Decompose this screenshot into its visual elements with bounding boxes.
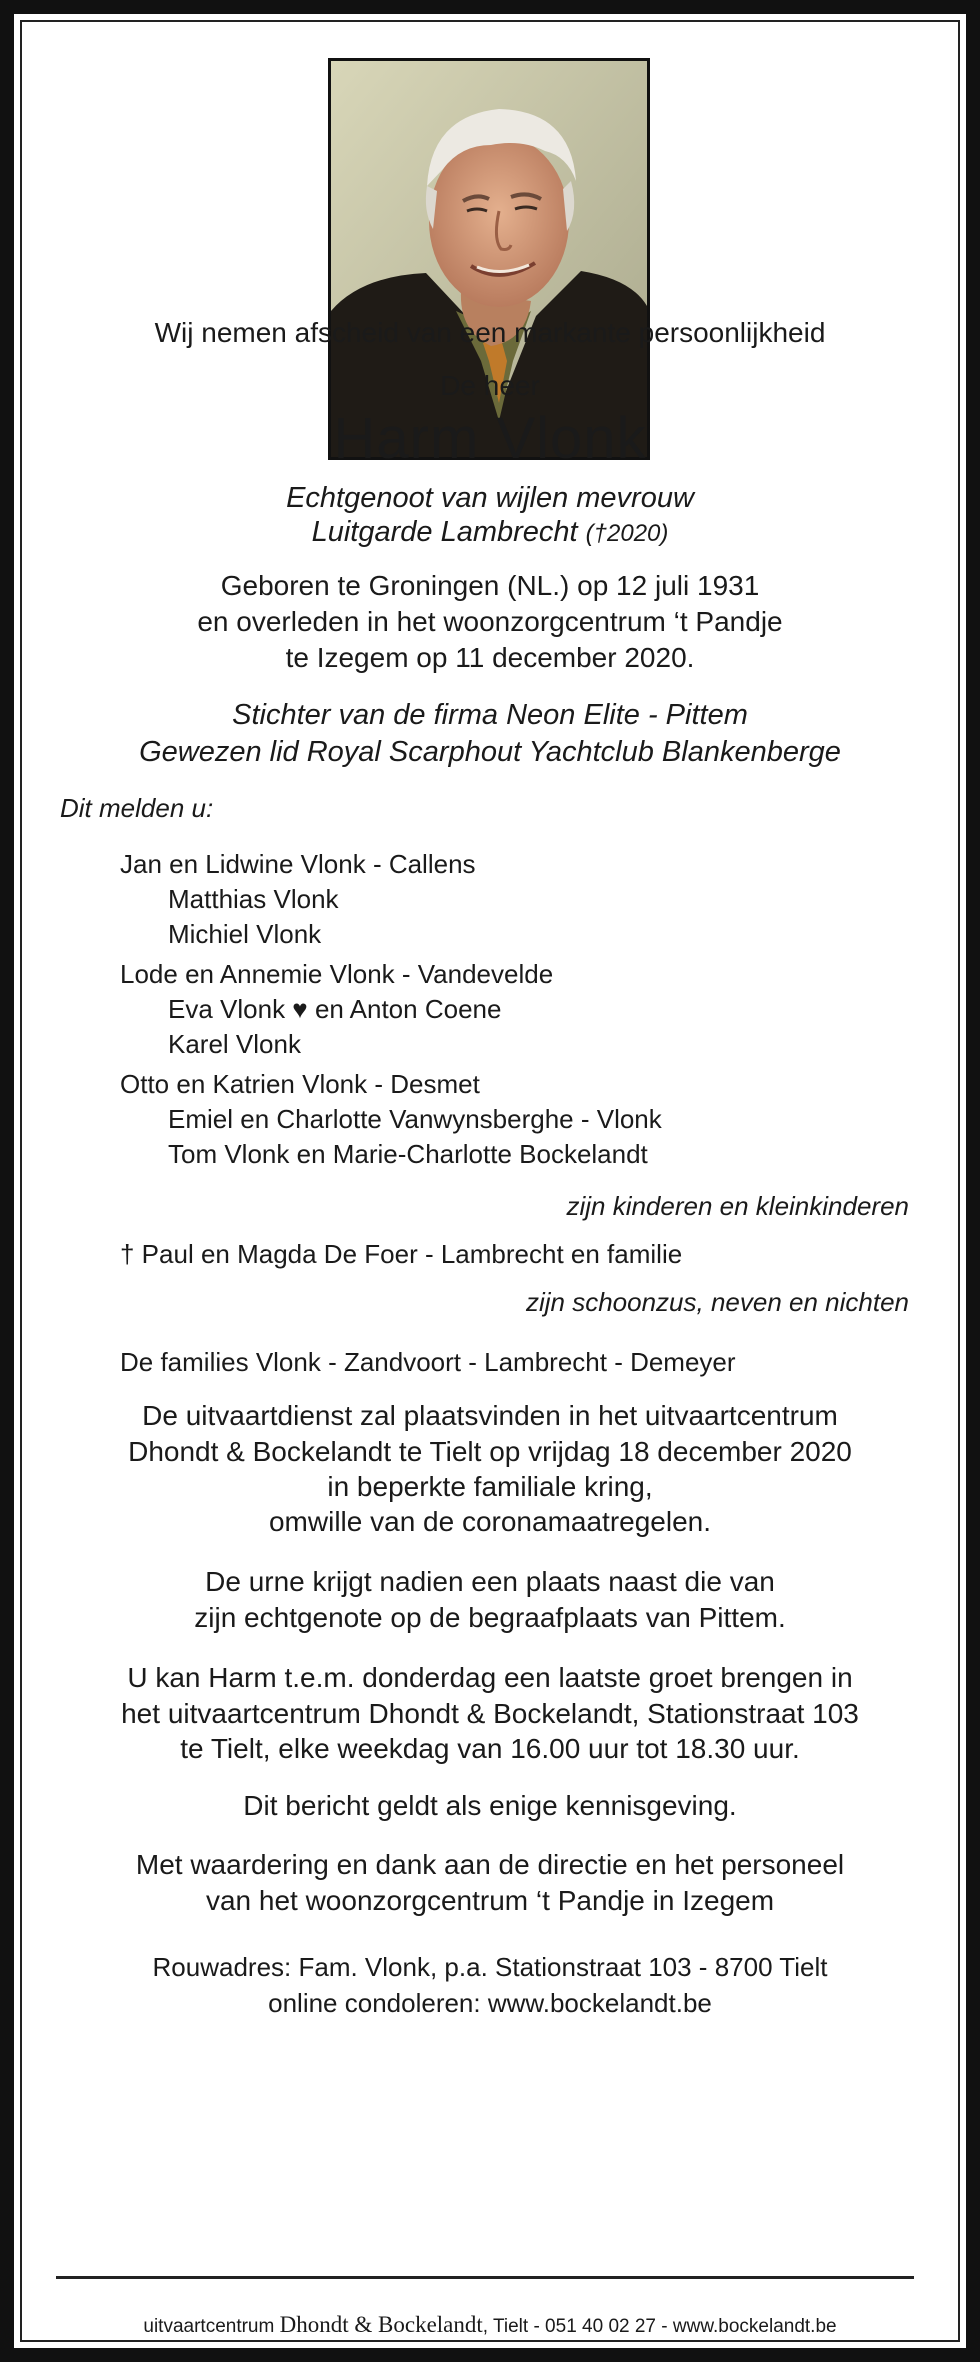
notice-text: Dit bericht geldt als enige kennisgeving.: [243, 1790, 737, 1821]
family-line: Otto en Katrien Vlonk - Desmet: [120, 1069, 480, 1099]
visit-line-3: te Tielt, elke weekdag van 16.00 uur tot 18.30 uur.: [180, 1733, 800, 1764]
urn-line-2: zijn echtgenote op de begraafplaats van Pittem.: [194, 1602, 786, 1633]
spouse-line-2: [14, 514, 966, 552]
children-label: zijn kinderen en kleinkinderen: [566, 1191, 909, 1221]
footer-prefix: uitvaartcentrum: [143, 2316, 275, 2337]
family-line: Emiel en Charlotte Vanwynsberghe - Vlonk: [168, 1104, 662, 1134]
other-families-line: De families Vlonk - Zandvoort - Lambrecht - Demeyer: [120, 1347, 736, 1377]
announcers-heading: Dit melden u:: [60, 793, 214, 823]
service-line-2: Dhondt & Bockelandt te Tielt op vrijdag 18 december 2020: [128, 1436, 852, 1467]
spouse-death-year: (†2020): [585, 520, 669, 547]
service-line-1: De uitvaartdienst zal plaatsvinden in het uitvaartcentrum: [142, 1400, 838, 1431]
footer-line: [14, 2311, 966, 2341]
birth-line-2: en overleden in het woonzorgcentrum ‘t Pandje: [197, 606, 783, 637]
family-line: Jan en Lidwine Vlonk - Callens: [120, 849, 476, 879]
inlaws-line: † Paul en Magda De Foer - Lambrecht en familie: [120, 1239, 683, 1269]
thanks-line-1: Met waardering en dank aan de directie en het personeel: [135, 1849, 845, 1880]
family-line: Lode en Annemie Vlonk - Vandevelde: [120, 959, 554, 989]
salutation: De heer: [440, 370, 540, 401]
footer-contact: , Tielt - 051 40 02 27 - www.bockelandt.be: [482, 2316, 837, 2337]
urn-line-1: De urne krijgt nadien een plaats naast die van: [205, 1566, 775, 1597]
family-line: Matthias Vlonk: [168, 884, 339, 914]
family-line: Eva Vlonk ♥ en Anton Coene: [168, 994, 502, 1024]
family-line: Karel Vlonk: [168, 1029, 301, 1059]
birth-line-3: te Izegem op 11 december 2020.: [285, 642, 695, 673]
intro-text: Wij nemen afscheid van een markante persoonlijkheid: [154, 317, 826, 348]
service-line-3: in beperkte familiale kring,: [327, 1471, 653, 1502]
visit-line-2: het uitvaartcentrum Dhondt & Bockelandt, Stationstraat 103: [121, 1698, 859, 1729]
address-line: Rouwadres: Fam. Vlonk, p.a. Stationstraat 103 - 8700 Tielt: [152, 1952, 828, 1982]
role-line-2: Gewezen lid Royal Scarphout Yachtclub Blankenberge: [139, 736, 841, 768]
footer-divider: [56, 2276, 914, 2279]
inlaws-label: zijn schoonzus, neven en nichten: [525, 1287, 909, 1317]
role-line-1: Stichter van de firma Neon Elite - Pittem: [232, 699, 748, 731]
service-line-4: omwille van de coronamaatregelen.: [268, 1506, 712, 1537]
footer-brand: Dhondt & Bockelandt: [279, 2312, 483, 2337]
visit-line-1: U kan Harm t.e.m. donderdag een laatste groet brengen in: [127, 1662, 853, 1693]
condolence-line: online condoleren: www.bockelandt.be: [268, 1988, 712, 2018]
family-line: Tom Vlonk en Marie-Charlotte Bockelandt: [168, 1139, 648, 1169]
spouse-line-1: Echtgenoot van wijlen mevrouw: [286, 482, 694, 514]
thanks-line-2: van het woonzorgcentrum ‘t Pandje in Izegem: [205, 1885, 775, 1916]
deceased-name: Harm Vlonk: [333, 406, 647, 471]
family-line: Michiel Vlonk: [168, 919, 322, 949]
obituary-page: [14, 14, 966, 2348]
birth-line-1: Geboren te Groningen (NL.) op 12 juli 1931: [220, 570, 760, 601]
spouse-name: Luitgarde Lambrecht: [311, 516, 578, 548]
